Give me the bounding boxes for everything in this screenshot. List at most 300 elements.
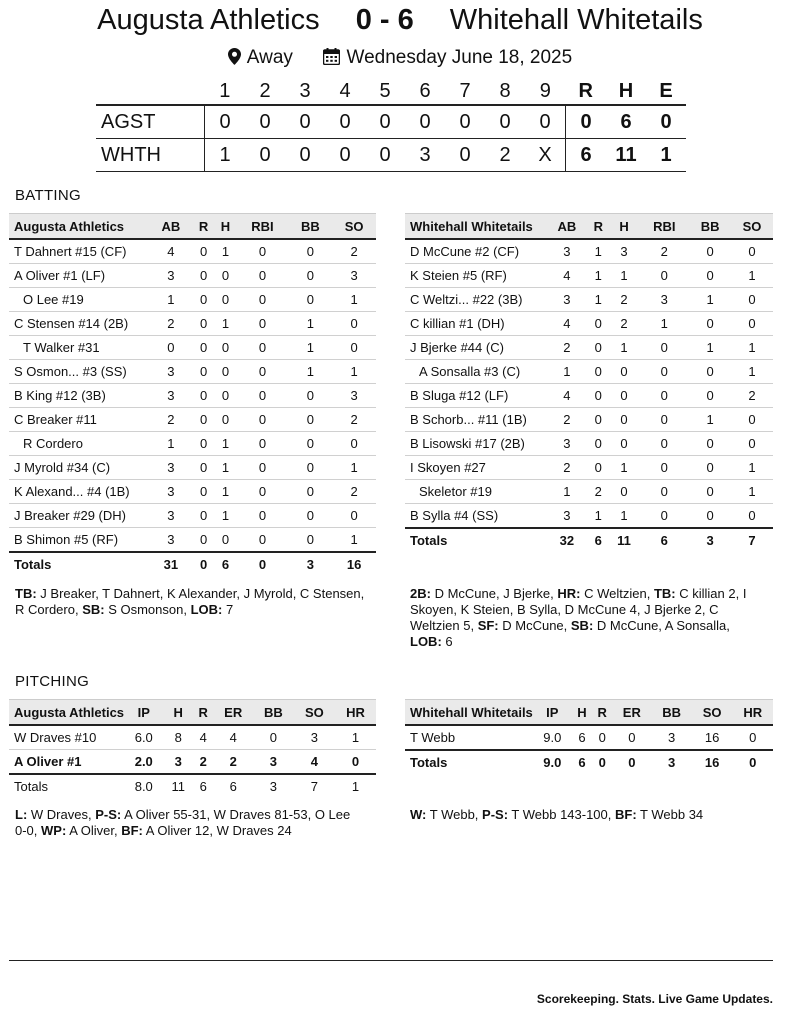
pitching-stat-cell: 6 — [572, 725, 592, 750]
batting-stat-cell: 1 — [639, 312, 689, 336]
batting-stat-cell: 0 — [689, 480, 731, 504]
pitching-team-header: Augusta Athletics — [9, 700, 124, 726]
batting-stat-cell: 0 — [588, 408, 609, 432]
batting-stat-cell: 0 — [332, 432, 376, 456]
linescore-header-cell: 7 — [459, 79, 471, 102]
batting-stat-cell: 0 — [215, 336, 237, 360]
batting-player-name: J Breaker #29 (DH) — [9, 504, 149, 528]
batting-stat-cell: 3 — [332, 384, 376, 408]
linescore-inning-cell: 0 — [459, 143, 471, 166]
batting-player-name: A Oliver #1 (LF) — [9, 264, 149, 288]
batting-stat-cell: 0 — [193, 336, 215, 360]
batting-player-row — [405, 288, 773, 312]
batting-totals-row — [405, 528, 773, 552]
pitching-stat-cell: 8.0 — [134, 779, 153, 794]
batting-player-name: T Walker #31 — [9, 336, 149, 360]
linescore-header-cell: R — [578, 79, 593, 102]
batting-note-value: J Breaker, T Dahnert, K Alexander, J Myrold, C Stensen, R Cordero, — [15, 586, 365, 617]
batting-stat-cell: 2 — [639, 239, 689, 264]
pitching-stat-cell: 1 — [335, 725, 376, 750]
batting-total-cell: 6 — [588, 528, 609, 552]
batting-table-home — [9, 213, 376, 576]
batting-stat-cell: 0 — [236, 432, 288, 456]
pitching-row — [405, 725, 773, 750]
batting-team-header: Whitehall Whitetails — [405, 214, 546, 240]
pitching-stat-cell: 1 — [351, 779, 360, 794]
batting-player-name: J Bjerke #44 (C) — [405, 336, 546, 360]
batting-player-name: T Dahnert #15 (CF) — [9, 239, 149, 264]
pitching-stat-cell: 0 — [612, 725, 651, 750]
batting-player-name: D McCune #2 (CF) — [405, 239, 546, 264]
pitching-row — [9, 725, 376, 750]
batting-column-header: BB — [689, 214, 731, 240]
linescore-header-cell: 4 — [339, 79, 351, 102]
batting-stat-cell: 0 — [689, 504, 731, 529]
batting-total-cell: 3 — [689, 528, 731, 552]
batting-stat-cell: 0 — [731, 408, 773, 432]
batting-stat-cell: 3 — [609, 239, 640, 264]
footer-tagline: Scorekeeping. Stats. Live Game Updates. — [536, 992, 773, 1006]
batting-stat-cell: 0 — [731, 504, 773, 529]
batting-stat-cell: 3 — [546, 288, 588, 312]
pitching-column-header: SO — [294, 700, 335, 726]
pitching-stat-cell: 3 — [651, 750, 692, 774]
batting-stat-cell: 0 — [609, 360, 640, 384]
pitching-stat-cell: 4 — [193, 725, 214, 750]
batting-player-name: Skeletor #19 — [405, 480, 546, 504]
batting-stat-cell: 3 — [149, 456, 193, 480]
batting-player-row — [405, 456, 773, 480]
batting-stat-cell: 2 — [731, 384, 773, 408]
batting-total-cell: 16 — [332, 552, 376, 576]
linescore-header-cell: H — [618, 79, 634, 102]
pitching-note-key: L: — [15, 807, 28, 822]
batting-stat-cell: 0 — [588, 336, 609, 360]
batting-stat-cell: 0 — [236, 456, 288, 480]
batting-stat-cell: 2 — [546, 336, 588, 360]
linescore-runs: 0 — [566, 105, 607, 139]
pitching-stat-cell: 6 — [572, 750, 592, 774]
batting-player-name: I Skoyen #27 — [405, 456, 546, 480]
pitching-stat-cell: 3 — [651, 725, 692, 750]
batting-player-row — [9, 456, 376, 480]
batting-player-name: C Breaker #11 — [9, 408, 149, 432]
home-team-name: Augusta Athletics — [97, 4, 320, 36]
pitching-stat-cell: 3 — [269, 779, 278, 794]
batting-stat-cell: 0 — [588, 432, 609, 456]
batting-stat-cell: 4 — [149, 239, 193, 264]
pitching-notes-away — [410, 807, 760, 823]
batting-player-name: C killian #1 (DH) — [405, 312, 546, 336]
batting-stat-cell: 0 — [289, 384, 333, 408]
batting-stat-cell: 0 — [236, 408, 288, 432]
pitching-note-value: T Webb 143-100, — [508, 807, 615, 822]
pitching-note-key: BF: — [121, 823, 143, 838]
batting-column-header: AB — [149, 214, 193, 240]
linescore-inning-cell: 0 — [299, 110, 311, 133]
batting-stat-cell: 0 — [236, 384, 288, 408]
batting-stat-cell: 3 — [546, 432, 588, 456]
pitching-stat-cell: 2 — [213, 750, 252, 775]
linescore-inning-cell: 0 — [259, 110, 271, 133]
batting-stat-cell: 1 — [215, 432, 237, 456]
pitching-column-header: ER — [213, 700, 252, 726]
pitching-section-title: PITCHING — [15, 673, 90, 690]
batting-player-name: B Schorb... #11 (1B) — [405, 408, 546, 432]
batting-stat-cell: 0 — [236, 288, 288, 312]
batting-stat-cell: 0 — [689, 239, 731, 264]
linescore-inning-cell: 0 — [499, 110, 511, 133]
pitching-column-header: HR — [732, 700, 773, 726]
batting-player-row — [405, 360, 773, 384]
batting-player-row — [9, 239, 376, 264]
linescore-inning-cell: 0 — [339, 110, 351, 133]
pitching-stat-cell: 7 — [310, 779, 319, 794]
batting-stat-cell: 1 — [731, 360, 773, 384]
pitching-column-header: H — [164, 700, 193, 726]
linescore-header-cell: 9 — [539, 79, 551, 102]
pitching-note-value: W Draves, — [27, 807, 96, 822]
batting-total-cell: 3 — [289, 552, 333, 576]
batting-stat-cell: 0 — [149, 336, 193, 360]
batting-stat-cell: 2 — [609, 288, 640, 312]
batting-player-name: C Weltzi... #22 (3B) — [405, 288, 546, 312]
pitching-stat-cell: 2 — [193, 750, 214, 775]
pitching-stat-cell: 6 — [229, 779, 237, 794]
linescore-inning-cell: 0 — [219, 110, 231, 133]
batting-stat-cell: 1 — [215, 480, 237, 504]
batting-player-name: K Steien #5 (RF) — [405, 264, 546, 288]
linescore-errors: 1 — [660, 143, 672, 166]
batting-stat-cell: 0 — [289, 239, 333, 264]
batting-player-name: K Alexand... #4 (1B) — [9, 480, 149, 504]
batting-column-header: SO — [731, 214, 773, 240]
pitching-stat-cell: 0 — [732, 725, 773, 750]
linescore-hits: 6 — [620, 110, 632, 133]
pitching-note-key: P-S: — [482, 807, 509, 822]
game-date: Wednesday June 18, 2025 — [346, 47, 573, 68]
game-title — [0, 4, 800, 37]
location-label: Away — [246, 47, 293, 68]
batting-stat-cell: 0 — [289, 288, 333, 312]
batting-stat-cell: 2 — [332, 480, 376, 504]
batting-table-away — [405, 213, 773, 552]
batting-total-cell: 31 — [149, 552, 193, 576]
pitching-stat-cell: 0 — [592, 725, 612, 750]
batting-stat-cell: 0 — [689, 312, 731, 336]
linescore-header-blank — [96, 78, 205, 105]
batting-note-key: SB: — [82, 602, 105, 617]
pitching-stat-cell: 0 — [592, 750, 612, 774]
batting-stat-cell: 0 — [215, 528, 237, 553]
batting-stat-cell: 3 — [639, 288, 689, 312]
batting-stat-cell: 0 — [689, 384, 731, 408]
batting-stat-cell: 0 — [332, 504, 376, 528]
batting-total-cell: 11 — [609, 528, 640, 552]
away-team-name: Whitehall Whitetails — [449, 4, 703, 36]
batting-stat-cell: 0 — [236, 264, 288, 288]
batting-stat-cell: 3 — [149, 360, 193, 384]
pitching-stat-cell: 11 — [171, 779, 185, 794]
linescore-inning-cell: 0 — [299, 143, 311, 166]
pitching-stat-cell: 2.0 — [124, 750, 163, 775]
batting-player-name: J Myrold #34 (C) — [9, 456, 149, 480]
linescore-errors: 0 — [660, 110, 672, 133]
linescore-inning-cell: 0 — [379, 110, 391, 133]
batting-stat-cell: 0 — [289, 264, 333, 288]
batting-stat-cell: 0 — [639, 360, 689, 384]
batting-stat-cell: 0 — [193, 360, 215, 384]
batting-stat-cell: 1 — [609, 264, 640, 288]
linescore-inning-cell: 2 — [499, 143, 511, 166]
batting-player-row — [9, 432, 376, 456]
batting-note-key: LOB: — [410, 634, 442, 649]
batting-notes-home — [15, 586, 365, 618]
batting-player-row — [405, 312, 773, 336]
pitching-column-header: R — [592, 700, 612, 726]
batting-stat-cell: 0 — [689, 264, 731, 288]
pitching-stat-cell: 4 — [213, 725, 252, 750]
pitcher-name: T Webb — [405, 725, 533, 750]
pitching-column-header: H — [572, 700, 592, 726]
batting-column-header: H — [215, 214, 237, 240]
linescore-inning-cell: 3 — [419, 143, 431, 166]
pitching-notes-home — [15, 807, 365, 839]
batting-stat-cell: 2 — [609, 312, 640, 336]
batting-column-header: SO — [332, 214, 376, 240]
batting-stat-cell: 1 — [588, 239, 609, 264]
batting-column-header: H — [609, 214, 640, 240]
batting-stat-cell: 3 — [332, 264, 376, 288]
batting-stat-cell: 3 — [546, 504, 588, 529]
linescore-row — [96, 139, 686, 172]
batting-note-key: TB: — [15, 586, 37, 601]
pitching-column-header: SO — [692, 700, 733, 726]
batting-player-name: R Cordero — [9, 432, 149, 456]
batting-stat-cell: 0 — [588, 456, 609, 480]
batting-header-row — [9, 214, 376, 240]
batting-stat-cell: 0 — [609, 408, 640, 432]
batting-player-row — [405, 239, 773, 264]
batting-stat-cell: 4 — [546, 312, 588, 336]
batting-stat-cell: 1 — [609, 336, 640, 360]
batting-stat-cell: 0 — [236, 336, 288, 360]
linescore-inning-cell: 0 — [339, 143, 351, 166]
batting-stat-cell: 2 — [546, 456, 588, 480]
game-info — [0, 47, 800, 71]
batting-total-cell: 6 — [639, 528, 689, 552]
line-score-table — [96, 78, 686, 172]
batting-note-key: HR: — [557, 586, 581, 601]
batting-player-row — [405, 504, 773, 529]
linescore-header-cell: 1 — [219, 79, 231, 102]
batting-column-header: BB — [289, 214, 333, 240]
batting-player-row — [9, 336, 376, 360]
batting-stat-cell: 0 — [215, 288, 237, 312]
batting-stat-cell: 1 — [289, 360, 333, 384]
batting-stat-cell: 0 — [215, 360, 237, 384]
batting-team-header: Augusta Athletics — [9, 214, 149, 240]
batting-note-value: D McCune, A Sonsalla, — [593, 618, 730, 633]
batting-stat-cell: 0 — [588, 384, 609, 408]
batting-totals-label: Totals — [9, 552, 149, 576]
batting-column-header: AB — [546, 214, 588, 240]
pitching-stat-cell: 16 — [692, 750, 733, 774]
batting-note-value: C killian 2, I Skoyen, K Steien, B Sylla, D McCune 4, J Bjerke 2, C Weltzien 5, — [410, 586, 747, 633]
batting-stat-cell: 0 — [193, 239, 215, 264]
pitching-column-header: ER — [612, 700, 651, 726]
pitching-stat-cell: 0 — [253, 725, 294, 750]
batting-player-name: C Stensen #14 (2B) — [9, 312, 149, 336]
batting-stat-cell: 1 — [332, 288, 376, 312]
pitching-stat-cell: 0 — [335, 750, 376, 775]
batting-stat-cell: 0 — [193, 408, 215, 432]
pitching-column-header: IP — [533, 700, 572, 726]
batting-stat-cell: 0 — [193, 528, 215, 553]
batting-stat-cell: 0 — [193, 288, 215, 312]
batting-player-row — [9, 288, 376, 312]
batting-stat-cell: 4 — [546, 384, 588, 408]
batting-stat-cell: 1 — [289, 336, 333, 360]
batting-stat-cell: 0 — [289, 480, 333, 504]
batting-stat-cell: 1 — [332, 528, 376, 553]
batting-stat-cell: 0 — [731, 239, 773, 264]
batting-player-row — [405, 336, 773, 360]
batting-stat-cell: 0 — [193, 312, 215, 336]
batting-player-name: B Lisowski #17 (2B) — [405, 432, 546, 456]
batting-stat-cell: 1 — [149, 288, 193, 312]
linescore-header-cell: E — [659, 79, 673, 102]
batting-player-row — [405, 264, 773, 288]
batting-stat-cell: 1 — [546, 480, 588, 504]
batting-stat-cell: 1 — [689, 288, 731, 312]
batting-player-row — [9, 264, 376, 288]
batting-stat-cell: 0 — [236, 239, 288, 264]
batting-stat-cell: 1 — [546, 360, 588, 384]
batting-stat-cell: 0 — [639, 408, 689, 432]
batting-total-cell: 6 — [215, 552, 237, 576]
batting-column-header: R — [193, 214, 215, 240]
batting-stat-cell: 0 — [193, 480, 215, 504]
batting-stat-cell: 1 — [731, 480, 773, 504]
final-score: 0 - 6 — [355, 4, 414, 36]
batting-player-name: B Sluga #12 (LF) — [405, 384, 546, 408]
linescore-hits: 11 — [615, 143, 637, 166]
pitching-stat-cell: 9.0 — [533, 725, 572, 750]
pitching-note-value: A Oliver 55-31, W Draves 81-53, O Lee 0-0, — [15, 807, 351, 838]
linescore-runs: 6 — [566, 139, 607, 172]
batting-note-key: SB: — [570, 618, 594, 633]
batting-column-header: RBI — [236, 214, 288, 240]
batting-stat-cell: 0 — [215, 408, 237, 432]
batting-stat-cell: 0 — [236, 480, 288, 504]
pitching-stat-cell: 3 — [294, 725, 335, 750]
batting-stat-cell: 1 — [215, 456, 237, 480]
batting-stat-cell: 0 — [639, 384, 689, 408]
pitching-team-header: Whitehall Whitetails — [405, 700, 533, 726]
batting-section-title: BATTING — [15, 187, 81, 204]
batting-player-row — [405, 432, 773, 456]
pitcher-name: A Oliver #1 — [9, 750, 124, 775]
batting-player-row — [405, 384, 773, 408]
pitching-stat-cell: 4 — [294, 750, 335, 775]
batting-stat-cell: 1 — [731, 264, 773, 288]
batting-stat-cell: 0 — [639, 432, 689, 456]
pitching-stat-cell: 0 — [612, 750, 651, 774]
pitching-stat-cell: 16 — [692, 725, 733, 750]
linescore-inning-cell: 0 — [259, 143, 271, 166]
batting-total-cell: 0 — [193, 552, 215, 576]
batting-stat-cell: 0 — [588, 360, 609, 384]
pitching-column-header: IP — [124, 700, 163, 726]
batting-stat-cell: 0 — [193, 456, 215, 480]
batting-stat-cell: 1 — [731, 336, 773, 360]
pitching-note-key: WP: — [41, 823, 67, 838]
batting-notes-away — [410, 586, 760, 650]
batting-stat-cell: 0 — [332, 336, 376, 360]
batting-stat-cell: 1 — [588, 264, 609, 288]
batting-player-row — [9, 312, 376, 336]
pitching-note-value: T Webb 34 — [636, 807, 704, 822]
pitching-column-header: R — [193, 700, 214, 726]
batting-stat-cell: 1 — [215, 239, 237, 264]
batting-note-key: TB: — [653, 586, 676, 601]
batting-stat-cell: 0 — [639, 264, 689, 288]
batting-stat-cell: 0 — [731, 432, 773, 456]
batting-stat-cell: 0 — [236, 528, 288, 553]
batting-total-cell: 32 — [546, 528, 588, 552]
batting-stat-cell: 1 — [215, 312, 237, 336]
pitching-table-away — [405, 699, 773, 774]
batting-stat-cell: 0 — [609, 432, 640, 456]
pitching-stat-cell: 3 — [164, 750, 193, 775]
batting-stat-cell: 0 — [639, 480, 689, 504]
linescore-row — [96, 105, 686, 139]
batting-stat-cell: 0 — [236, 312, 288, 336]
batting-player-name: B Shimon #5 (RF) — [9, 528, 149, 553]
batting-stat-cell: 3 — [149, 384, 193, 408]
pitcher-name: Totals — [405, 750, 533, 774]
pitching-stat-cell: 8 — [164, 725, 193, 750]
batting-note-value: 6 — [441, 634, 453, 649]
batting-stat-cell: 0 — [639, 504, 689, 529]
batting-stat-cell: 0 — [689, 360, 731, 384]
linescore-header-cell: 3 — [299, 79, 311, 102]
pitching-note-key: W: — [410, 807, 427, 822]
batting-stat-cell: 2 — [332, 408, 376, 432]
batting-note-key: LOB: — [190, 602, 223, 617]
linescore-inning-cell: 1 — [219, 143, 231, 166]
batting-note-value: D McCune, — [498, 618, 571, 633]
batting-stat-cell: 3 — [149, 504, 193, 528]
batting-stat-cell: 0 — [289, 528, 333, 553]
batting-stat-cell: 1 — [689, 336, 731, 360]
batting-player-row — [9, 504, 376, 528]
pitching-note-key: P-S: — [95, 807, 122, 822]
batting-note-value: S Osmonson, — [104, 602, 191, 617]
batting-stat-cell: 0 — [193, 264, 215, 288]
pitcher-name: Totals — [14, 779, 48, 794]
pitching-header-row — [405, 700, 773, 726]
linescore-inning-cell: X — [538, 143, 552, 166]
pitching-note-value: A Oliver, — [66, 823, 122, 838]
pitching-column-header: HR — [335, 700, 376, 726]
linescore-header-cell: 5 — [379, 79, 391, 102]
batting-note-value: C Weltzien, — [580, 586, 654, 601]
batting-player-name: B Sylla #4 (SS) — [405, 504, 546, 529]
batting-stat-cell: 0 — [609, 480, 640, 504]
pitching-column-header: BB — [651, 700, 692, 726]
